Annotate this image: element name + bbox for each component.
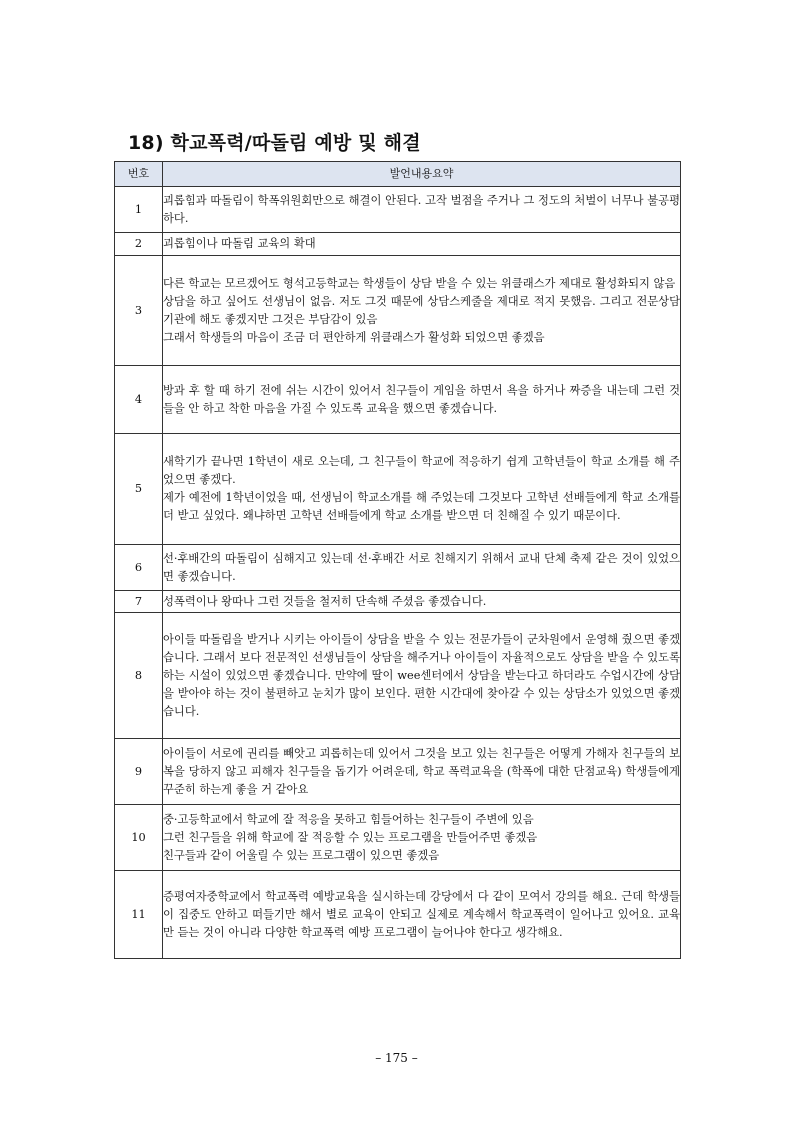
row-number: 1	[115, 187, 163, 233]
row-summary	[163, 739, 681, 805]
section-title: 18) 학교폭력/따돌림 예방 및 해결	[128, 132, 421, 154]
summary-line: 친구들과 같이 어울릴 수 있는 프로그램이 있으면 좋겠음	[163, 848, 440, 862]
table-row	[115, 591, 681, 613]
summary-line: 방과 후 할 때 하기 전에 쉬는 시간이 있어서 친구들이 게임을 하면서 욕을 하거나 짜증을 내는데 그런 것들을 안 하고 착한 마음을 가질 수 있도록 교육을 했으면 좋겠습니다.	[163, 383, 680, 415]
summary-line: 괴롭힘과 따돌림이 학폭위원회만으로 해결이 안된다. 고작 벌점을 주거나 그 정도의 처벌이 너무나 불공평하다.	[163, 193, 680, 225]
row-summary	[163, 591, 681, 613]
summary-line: 새학기가 끝나면 1학년이 새로 오는데, 그 친구들이 학교에 적응하기 쉽게 고학년들이 학교 소개를 해 주었으면 좋겠다.	[163, 455, 680, 486]
row-number: 3	[115, 256, 163, 366]
row-number: 5	[115, 434, 163, 545]
summary-line: 성폭력이나 왕따나 그런 것들을 철저히 단속해 주셨음 좋겠습니다.	[163, 594, 487, 608]
summary-line: 괴롭힘이나 따돌림 교육의 확대	[163, 237, 316, 250]
summary-line: 증평여자중학교에서 학교폭력 예방교육을 실시하는데 강당에서 다 같이 모여서 강의를 해요. 근데 학생들이 집중도 안하고 떠들기만 해서 별로 교육이 안되고 실제로 계속해서 학교폭력이 일어나고 있어요. 교육만 듣는 것이 아니라 다양한 학교폭력 예방 프로그램이 늘어나야 한다고 생각해요.	[163, 889, 680, 939]
row-number: 2	[115, 233, 163, 256]
row-summary	[163, 233, 681, 256]
summary-line: 그래서 학생들의 마음이 조금 더 편안하게 위클래스가 활성화 되었으면 좋겠음	[163, 330, 545, 344]
row-number: 4	[115, 366, 163, 434]
row-summary	[163, 434, 681, 545]
summary-line: 아이들 따돌림을 받거나 시키는 아이들이 상담을 받을 수 있는 전문가들이 군차원에서 운영해 줬으면 좋겠습니다. 그래서 보다 전문적인 선생님들이 상담을 해주거나 아이들이 자율적으로도 상담을 받을 수 있도록 하는 시설이 있었으면 좋겠습니다. 만약에 딸이 wee센터에서 상담을 받는다고 하더라도 수업시간에 상담을 받아야 하는 것이 불편하고 눈치가 많이 보인다. 편한 시간대에 찾아갈 수 있는 상담소가 있었으면 좋겠습니다.	[163, 632, 680, 718]
table-row	[115, 739, 681, 805]
row-summary	[163, 871, 681, 959]
page-number: – 175 –	[375, 1051, 418, 1065]
summary-line: 선·후배간의 따돌림이 심해지고 있는데 선·후배간 서로 친해지기 위해서 교내 단체 축제 같은 것이 있었으면 좋겠습니다.	[163, 551, 680, 583]
row-summary	[163, 366, 681, 434]
table-row	[115, 256, 681, 366]
row-summary	[163, 256, 681, 366]
summary-line: 제가 예전에 1학년이었을 때, 선생님이 학교소개를 해 주었는데 그것보다 고학년 선배들에게 학교 소개를 더 받고 싶었다. 왜냐하면 고학년 선배들에게 학교 소개를 받으면 더 친해질 수 있기 때문이다.	[163, 491, 680, 522]
table-row	[115, 805, 681, 871]
table-row	[115, 187, 681, 233]
row-number: 6	[115, 545, 163, 591]
row-number: 7	[115, 591, 163, 613]
row-summary	[163, 545, 681, 591]
header-number: 번호	[115, 162, 163, 187]
summary-table	[114, 161, 681, 959]
row-number: 11	[115, 871, 163, 959]
row-number: 9	[115, 739, 163, 805]
row-summary	[163, 187, 681, 233]
table-row	[115, 233, 681, 256]
table-row	[115, 366, 681, 434]
table-header-row	[115, 162, 681, 187]
summary-line: 그런 친구들을 위해 학교에 잘 적응할 수 있는 프로그램을 만들어주면 좋겠음	[163, 830, 538, 844]
table-row	[115, 613, 681, 739]
row-number: 8	[115, 613, 163, 739]
table-row	[115, 434, 681, 545]
table-row	[115, 545, 681, 591]
header-summary: 발언내용요약	[163, 162, 681, 187]
summary-line: 아이들이 서로에 권리를 빼앗고 괴롭히는데 있어서 그것을 보고 있는 친구들은 어떻게 가해자 친구들의 보복을 당하지 않고 피해자 친구들을 돕기가 어려운데, 학교 폭력교육을 (학폭에 대한 단점교육) 학생들에게 꾸준히 하는게 좋을 거 같아요	[163, 746, 680, 796]
table-row	[115, 871, 681, 959]
row-number: 10	[115, 805, 163, 871]
row-summary	[163, 613, 681, 739]
row-summary	[163, 805, 681, 871]
summary-line: 다른 학교는 모르겠어도 형석고등학교는 학생들이 상담 받을 수 있는 위클래스가 제대로 활성화되지 않음	[163, 276, 676, 290]
summary-line: 상담을 하고 싶어도 선생님이 없음. 저도 그것 때문에 상담스케줄을 제대로 적지 못했음. 그리고 전문상담기관에 해도 좋겠지만 그것은 부담감이 있음	[163, 294, 680, 326]
summary-line: 중·고등학교에서 학교에 잘 적응을 못하고 힘들어하는 친구들이 주변에 있음	[163, 812, 534, 826]
